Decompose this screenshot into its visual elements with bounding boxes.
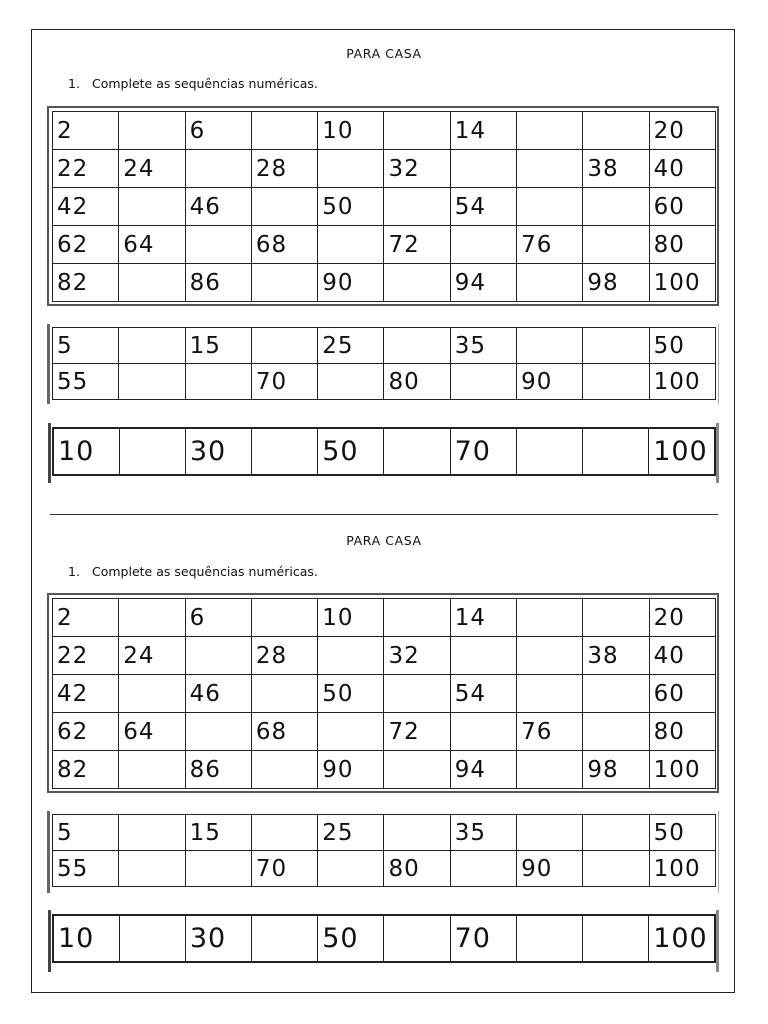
blank-cell[interactable]: [583, 226, 649, 264]
number-cell: 50: [318, 675, 384, 713]
blank-cell[interactable]: [119, 915, 185, 962]
number-cell: 86: [185, 264, 251, 302]
number-cell: 24: [119, 150, 185, 188]
table-row: [53, 428, 715, 475]
number-cell: 70: [450, 428, 516, 475]
table-row: [53, 751, 716, 789]
number-cell: 68: [251, 226, 317, 264]
table-row: [53, 226, 716, 264]
table-row: [53, 713, 716, 751]
blank-cell[interactable]: [185, 713, 251, 751]
number-cell: 42: [53, 675, 119, 713]
number-cell: 80: [649, 226, 715, 264]
number-cell: 10: [53, 915, 119, 962]
table-by-5: [52, 814, 716, 887]
section-1-instruction: [68, 76, 318, 91]
number-cell: 40: [649, 150, 715, 188]
blank-cell[interactable]: [119, 364, 185, 400]
number-cell: 28: [251, 637, 317, 675]
blank-cell[interactable]: [517, 150, 583, 188]
number-cell: 80: [384, 851, 450, 887]
number-cell: 32: [384, 150, 450, 188]
blank-cell[interactable]: [318, 150, 384, 188]
number-cell: 10: [318, 112, 384, 150]
number-cell: 50: [318, 428, 384, 475]
blank-cell[interactable]: [318, 637, 384, 675]
table-row: [53, 328, 716, 364]
blank-cell[interactable]: [384, 112, 450, 150]
table-by-2: [52, 598, 716, 789]
blank-cell[interactable]: [517, 637, 583, 675]
table-by-2: [52, 111, 716, 302]
instruction-text: Complete as sequências numéricas.: [92, 76, 318, 91]
blank-cell[interactable]: [384, 188, 450, 226]
number-cell: 25: [318, 815, 384, 851]
blank-cell[interactable]: [119, 751, 185, 789]
number-cell: 10: [318, 599, 384, 637]
blank-cell[interactable]: [583, 675, 649, 713]
blank-cell[interactable]: [119, 264, 185, 302]
number-cell: 40: [649, 637, 715, 675]
number-cell: 76: [517, 713, 583, 751]
number-cell: 62: [53, 713, 119, 751]
number-cell: 62: [53, 226, 119, 264]
table-row: [53, 675, 716, 713]
blank-cell[interactable]: [517, 675, 583, 713]
blank-cell[interactable]: [251, 112, 317, 150]
instruction-text: Complete as sequências numéricas.: [92, 564, 318, 579]
number-cell: 22: [53, 637, 119, 675]
blank-cell[interactable]: [583, 328, 649, 364]
number-cell: 100: [649, 264, 715, 302]
number-cell: 54: [450, 675, 516, 713]
number-cell: 90: [517, 364, 583, 400]
blank-cell[interactable]: [185, 226, 251, 264]
instruction-number: 1.: [68, 76, 80, 91]
blank-cell[interactable]: [450, 637, 516, 675]
table-row: [53, 112, 716, 150]
blank-cell[interactable]: [318, 713, 384, 751]
table-row: [53, 915, 715, 962]
section-2-instruction: [68, 564, 318, 579]
blank-cell[interactable]: [384, 815, 450, 851]
number-cell: 80: [649, 713, 715, 751]
number-cell: 98: [583, 264, 649, 302]
blank-cell[interactable]: [384, 428, 450, 475]
number-cell: 46: [185, 188, 251, 226]
blank-cell[interactable]: [517, 599, 583, 637]
number-cell: 100: [649, 851, 715, 887]
number-cell: 30: [185, 428, 251, 475]
number-cell: 6: [185, 112, 251, 150]
table-row: [53, 188, 716, 226]
table-row: [53, 150, 716, 188]
number-cell: 6: [185, 599, 251, 637]
cut-line: [50, 514, 718, 515]
number-cell: 2: [53, 112, 119, 150]
table-row: [53, 264, 716, 302]
instruction-number: 1.: [68, 564, 80, 579]
number-cell: 60: [649, 188, 715, 226]
blank-cell[interactable]: [119, 815, 185, 851]
blank-cell[interactable]: [517, 264, 583, 302]
number-cell: 64: [119, 226, 185, 264]
blank-cell[interactable]: [119, 188, 185, 226]
number-cell: 55: [53, 364, 119, 400]
table-by-10: [52, 427, 716, 476]
number-cell: 14: [450, 599, 516, 637]
blank-cell[interactable]: [185, 851, 251, 887]
table-by-5: [52, 327, 716, 400]
blank-cell[interactable]: [251, 751, 317, 789]
number-cell: 76: [517, 226, 583, 264]
number-cell: 94: [450, 751, 516, 789]
blank-cell[interactable]: [251, 815, 317, 851]
blank-cell[interactable]: [384, 751, 450, 789]
blank-cell[interactable]: [384, 675, 450, 713]
blank-cell[interactable]: [251, 188, 317, 226]
number-cell: 82: [53, 264, 119, 302]
blank-cell[interactable]: [583, 915, 649, 962]
number-cell: 54: [450, 188, 516, 226]
blank-cell[interactable]: [450, 713, 516, 751]
blank-cell[interactable]: [119, 328, 185, 364]
blank-cell[interactable]: [583, 428, 649, 475]
blank-cell[interactable]: [517, 188, 583, 226]
blank-cell[interactable]: [517, 751, 583, 789]
blank-cell[interactable]: [185, 364, 251, 400]
number-cell: 64: [119, 713, 185, 751]
number-cell: 100: [649, 364, 715, 400]
blank-cell[interactable]: [583, 815, 649, 851]
number-cell: 46: [185, 675, 251, 713]
number-cell: 70: [251, 851, 317, 887]
blank-cell[interactable]: [583, 188, 649, 226]
blank-cell[interactable]: [318, 226, 384, 264]
number-cell: 70: [251, 364, 317, 400]
blank-cell[interactable]: [318, 364, 384, 400]
blank-cell[interactable]: [119, 112, 185, 150]
table-row: [53, 599, 716, 637]
blank-cell[interactable]: [251, 675, 317, 713]
number-cell: 90: [318, 751, 384, 789]
blank-cell[interactable]: [384, 264, 450, 302]
blank-cell[interactable]: [583, 364, 649, 400]
blank-cell[interactable]: [185, 150, 251, 188]
blank-cell[interactable]: [450, 851, 516, 887]
table-row: [53, 815, 716, 851]
blank-cell[interactable]: [450, 364, 516, 400]
number-cell: 5: [53, 815, 119, 851]
section-1-heading: PARA CASA: [346, 46, 422, 61]
number-cell: 20: [649, 599, 715, 637]
number-cell: 38: [583, 150, 649, 188]
table-by-10: [52, 914, 716, 963]
table-row: [53, 637, 716, 675]
number-cell: 35: [450, 815, 516, 851]
number-cell: 70: [450, 915, 516, 962]
number-cell: 32: [384, 637, 450, 675]
number-cell: 90: [318, 264, 384, 302]
number-cell: 68: [251, 713, 317, 751]
number-cell: 55: [53, 851, 119, 887]
blank-cell[interactable]: [583, 599, 649, 637]
blank-cell[interactable]: [384, 599, 450, 637]
number-cell: 72: [384, 713, 450, 751]
number-cell: 86: [185, 751, 251, 789]
blank-cell[interactable]: [516, 915, 582, 962]
blank-cell[interactable]: [517, 815, 583, 851]
number-cell: 2: [53, 599, 119, 637]
blank-cell[interactable]: [119, 675, 185, 713]
number-cell: 100: [649, 915, 715, 962]
blank-cell[interactable]: [450, 150, 516, 188]
number-cell: 28: [251, 150, 317, 188]
number-cell: 10: [53, 428, 119, 475]
number-cell: 15: [185, 328, 251, 364]
blank-cell[interactable]: [384, 328, 450, 364]
blank-cell[interactable]: [583, 713, 649, 751]
blank-cell[interactable]: [252, 428, 318, 475]
number-cell: 50: [318, 915, 384, 962]
blank-cell[interactable]: [516, 428, 582, 475]
number-cell: 90: [517, 851, 583, 887]
blank-cell[interactable]: [251, 264, 317, 302]
table-row: [53, 851, 716, 887]
number-cell: 50: [318, 188, 384, 226]
blank-cell[interactable]: [119, 599, 185, 637]
blank-cell[interactable]: [583, 851, 649, 887]
blank-cell[interactable]: [517, 328, 583, 364]
number-cell: 94: [450, 264, 516, 302]
blank-cell[interactable]: [119, 428, 185, 475]
blank-cell[interactable]: [251, 328, 317, 364]
blank-cell[interactable]: [318, 851, 384, 887]
number-cell: 80: [384, 364, 450, 400]
number-cell: 60: [649, 675, 715, 713]
number-cell: 82: [53, 751, 119, 789]
blank-cell[interactable]: [252, 915, 318, 962]
section-2-heading: PARA CASA: [346, 533, 422, 548]
number-cell: 38: [583, 637, 649, 675]
number-cell: 72: [384, 226, 450, 264]
number-cell: 42: [53, 188, 119, 226]
number-cell: 100: [649, 428, 715, 475]
blank-cell[interactable]: [517, 112, 583, 150]
blank-cell[interactable]: [251, 599, 317, 637]
number-cell: 22: [53, 150, 119, 188]
blank-cell[interactable]: [185, 637, 251, 675]
number-cell: 98: [583, 751, 649, 789]
number-cell: 20: [649, 112, 715, 150]
number-cell: 50: [649, 815, 715, 851]
number-cell: 15: [185, 815, 251, 851]
number-cell: 25: [318, 328, 384, 364]
number-cell: 35: [450, 328, 516, 364]
table-row: [53, 364, 716, 400]
number-cell: 30: [185, 915, 251, 962]
blank-cell[interactable]: [384, 915, 450, 962]
number-cell: 5: [53, 328, 119, 364]
blank-cell[interactable]: [583, 112, 649, 150]
number-cell: 100: [649, 751, 715, 789]
blank-cell[interactable]: [450, 226, 516, 264]
blank-cell[interactable]: [119, 851, 185, 887]
number-cell: 50: [649, 328, 715, 364]
number-cell: 24: [119, 637, 185, 675]
number-cell: 14: [450, 112, 516, 150]
